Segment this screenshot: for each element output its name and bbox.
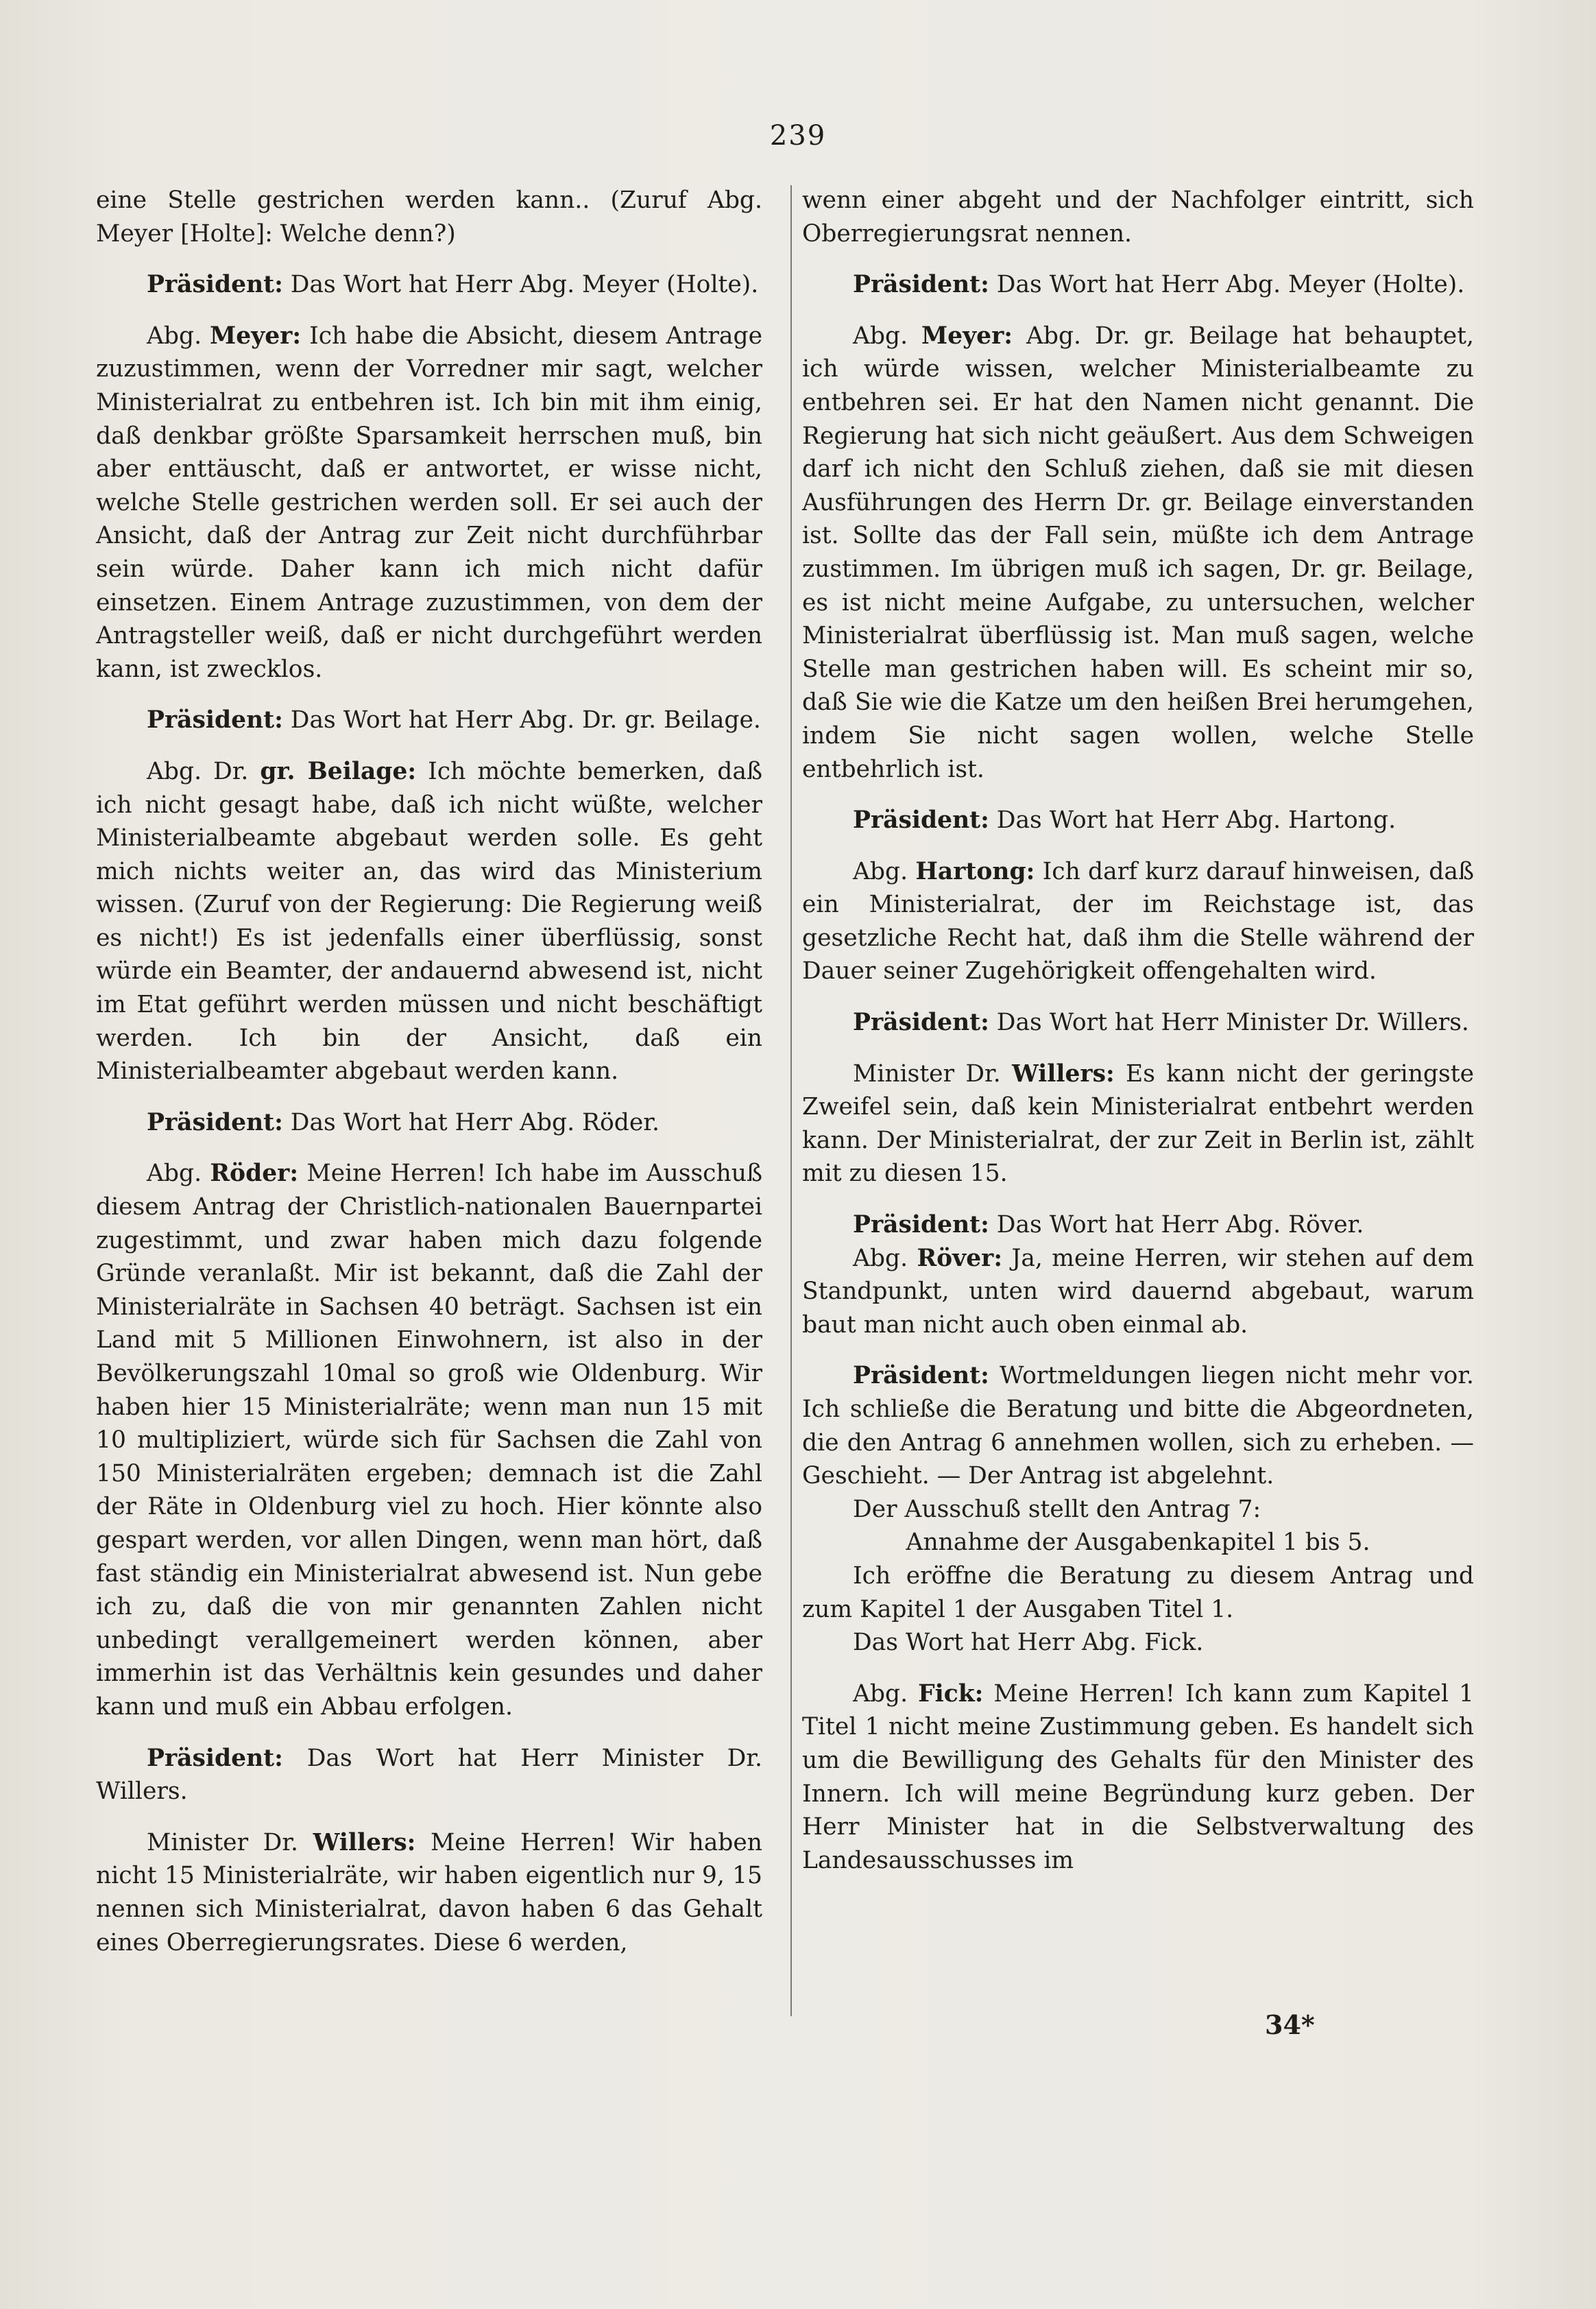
paragraph (802, 1493, 1474, 1527)
paragraph (802, 1559, 1474, 1626)
paragraph-text: Ich eröffne die Beratung zu diesem Antrag und zum Kapitel 1 der Ausgaben Titel 1. (802, 1562, 1474, 1623)
speaker-prefix: Abg. (853, 1244, 917, 1272)
speaker-name: Präsident: (853, 271, 989, 299)
speaker-prefix: Minister Dr. (853, 1060, 1013, 1088)
speaker-name: Präsident: (147, 1744, 283, 1772)
paragraph (96, 320, 762, 686)
paragraph-text: Ich möchte bemerken, daß ich nicht gesagt habe, daß ich nicht wüßte, welcher Ministerialbeamte abgebaut werden solle. Es geht mich nichts weiter an, das wird das Ministerium wissen. (Zuruf von der Regierung: Die Regierung weiß es nicht!) Es ist jedenfalls einer überflüssig, sonst würde ein Beamter, der andauernd abwesend ist, nicht im Etat geführt werden müssen und nicht beschäftigt werden. Ich bin der Ansicht, daß ein Ministerialbeamter abgebaut werden kann. (96, 757, 762, 1086)
signature-mark: 34* (1265, 2009, 1315, 2040)
paragraph-text: Das Wort hat Herr Abg. Hartong. (989, 806, 1396, 835)
paragraph (802, 268, 1474, 302)
paragraph-text: Das Wort hat Herr Minister Dr. Willers. (96, 1744, 762, 1806)
speaker-name: Röder: (210, 1160, 299, 1188)
speaker-name: Hartong: (915, 857, 1035, 885)
paragraph (96, 1106, 762, 1140)
speaker-name: Fick: (918, 1679, 984, 1708)
paragraph (802, 1242, 1474, 1342)
right-column (802, 184, 1474, 1877)
paragraph (802, 1359, 1474, 1492)
paragraph-text: Das Wort hat Herr Abg. Dr. gr. Beilage. (282, 706, 761, 734)
paragraph (802, 855, 1474, 988)
paragraph-text: Ich darf kurz darauf hinweisen, daß ein Ministerialrat, der im Reichstage ist, das gesetzliche Recht hat, daß ihm die Stelle während der Dauer seiner Zugehörigkeit offengehalten wird. (802, 857, 1474, 985)
paragraph-text: Abg. Dr. gr. Beilage hat behauptet, ich würde wissen, welcher Ministerialbeamte zu entbehren sei. Er hat den Namen nicht genannt. Die Regierung hat sich nicht geäußert. Aus dem Schweigen darf ich nicht den Schluß ziehen, daß sie mit diesen Ausführungen des Herrn Dr. gr. Beilage einverstanden ist. Sollte das der Fall sein, müßte ich dem Antrage zustimmen. Im übrigen muß ich sagen, Dr. gr. Beilage, es ist nicht meine Aufgabe, zu untersuchen, welcher Ministerialrat überflüssig ist. Man muß sagen, welche Stelle man gestrichen haben will. Es scheint mir so, daß Sie wie die Katze um den heißen Brei herumgehen, indem Sie nicht sagen wollen, welche Stelle entbehrlich ist. (802, 322, 1474, 783)
paragraph-text: Es kann nicht der geringste Zweifel sein, daß kein Ministerialrat entbehrt werden kann. Der Ministerialrat, der zur Zeit in Berlin ist, zählt mit zu diesen 15. (802, 1060, 1475, 1188)
speaker-name: Präsident: (853, 1211, 989, 1239)
paragraph (96, 755, 762, 1088)
paragraph-text: Meine Herren! Ich habe im Ausschuß diesem Antrag der Christlich-nationalen Bauernpartei zugestimmt, und zwar haben mich dazu folgende Gründe veranlaßt. Mir ist bekannt, daß die Zahl der Ministerialräte in Sachsen 40 beträgt. Sachsen ist ein Land mit 5 Millionen Einwohnern, ist also in der Bevölkerungszahl 10mal so groß wie Oldenburg. Wir haben hier 15 Ministerialräte; wenn man nun 15 mit 10 multipliziert, würde sich für Sachsen die Zahl von 150 Ministerialräten ergeben; demnach ist die Zahl der Räte in Oldenburg viel zu hoch. Hier könnte also gespart werden, vor allen Dingen, wenn man hört, daß fast ständig ein Ministerialrat abwesend ist. Nun gebe ich zu, daß die von mir genannten Zahlen nicht unbedingt verallgemeinert werden können, aber immerhin ist das Verhältnis kein gesundes und daher kann und muß ein Abbau erfolgen. (96, 1160, 762, 1721)
paragraph (802, 1057, 1474, 1191)
paragraph-text: Ich habe die Absicht, diesem Antrage zuzustimmen, wenn der Vorredner mir sagt, welcher Ministerialrat zu entbehren ist. Ich bin mit ihm einig, daß denkbar größte Sparsamkeit herrschen muß, bin aber enttäuscht, daß er antwortet, er wisse nicht, welche Stelle gestrichen werden soll. Er sei auch der Ansicht, daß der Antrag zur Zeit nicht durchführbar sein würde. Daher kann ich mich nicht dafür einsetzen. Einem Antrage zuzustimmen, von dem der Antragsteller weiß, daß er nicht durchgeführt werden kann, ist zwecklos. (96, 322, 762, 683)
paragraph (802, 1526, 1474, 1559)
paragraph-text: wenn einer abgeht und der Nachfolger eintritt, sich Oberregierungsrat nennen. (802, 187, 1474, 248)
speaker-name: Willers: (313, 1828, 416, 1856)
speaker-name: Präsident: (853, 806, 989, 835)
speaker-name: Meyer: (210, 322, 302, 350)
speaker-prefix: Abg. (147, 322, 210, 350)
left-column (96, 184, 762, 1959)
paragraph-text: Der Ausschuß stellt den Antrag 7: (853, 1495, 1261, 1523)
speaker-prefix: Abg. (147, 1160, 210, 1188)
paragraph-text: eine Stelle gestrichen werden kann.. (Zuruf Abg. Meyer [Holte]: Welche denn?) (96, 187, 762, 248)
paragraph (802, 1626, 1474, 1660)
paragraph-text: Das Wort hat Herr Abg. Röder. (282, 1108, 660, 1136)
speaker-prefix: Minister Dr. (147, 1828, 313, 1856)
paragraph (802, 184, 1474, 250)
paragraph (802, 1006, 1474, 1040)
speaker-name: Willers: (1012, 1060, 1115, 1088)
speaker-prefix: Abg. Dr. (147, 757, 261, 785)
paragraph-text: Meine Herren! Wir haben nicht 15 Ministerialräte, wir haben eigentlich nur 9, 15 nennen sich Ministerialrat, davon haben 6 das Gehalt eines Oberregierungsrates. Diese 6 werden, (96, 1828, 763, 1957)
speaker-name: gr. Beilage: (260, 757, 417, 785)
paragraph-text: Das Wort hat Herr Abg. Röver. (989, 1211, 1364, 1239)
paragraph-text: Ja, meine Herren, wir stehen auf dem Standpunkt, unten wird dauernd abgebaut, warum baut man nicht auch oben einmal ab. (802, 1244, 1474, 1339)
speaker-name: Präsident: (147, 1108, 283, 1136)
paragraph (96, 184, 762, 250)
speaker-prefix: Abg. (853, 1679, 919, 1708)
paragraph (96, 1742, 762, 1808)
paragraph-text: Das Wort hat Herr Abg. Fick. (853, 1629, 1204, 1657)
paragraph-text: Meine Herren! Ich kann zum Kapitel 1 Titel 1 nicht meine Zustimmung geben. Es handelt sich um die Bewilligung des Gehalts für den Minister des Innern. Ich will meine Begründung kurz geben. Der Herr Minister hat in die Selbstverwaltung des Landesausschusses im (802, 1679, 1474, 1874)
speaker-name: Meyer: (921, 322, 1013, 350)
paragraph-text: Das Wort hat Herr Abg. Meyer (Holte). (989, 271, 1465, 299)
paragraph-text: Wortmeldungen liegen nicht mehr vor. Ich schließe die Beratung und bitte die Abgeordneten, die den Antrag 6 annehmen wollen, sich zu erheben. — Geschieht. — Der Antrag ist abgelehnt. (802, 1362, 1474, 1490)
paragraph-text: Das Wort hat Herr Minister Dr. Willers. (989, 1009, 1469, 1037)
paragraph (96, 704, 762, 737)
paragraph (802, 804, 1474, 837)
paragraph (96, 1826, 762, 1959)
speaker-prefix: Abg. (853, 322, 921, 350)
paragraph-text: Das Wort hat Herr Abg. Meyer (Holte). (282, 271, 759, 299)
paragraph (96, 268, 762, 302)
speaker-name: Röver: (917, 1244, 1003, 1272)
column-divider (790, 185, 792, 2016)
paragraph (802, 1208, 1474, 1242)
paragraph (802, 1677, 1474, 1878)
paragraph (96, 1157, 762, 1723)
paragraph (802, 320, 1474, 786)
speaker-prefix: Abg. (853, 857, 916, 885)
paragraph-text: Annahme der Ausgabenkapitel 1 bis 5. (906, 1529, 1370, 1557)
page-number: 239 (769, 120, 827, 152)
speaker-name: Präsident: (147, 271, 283, 299)
speaker-name: Präsident: (853, 1009, 989, 1037)
speaker-name: Präsident: (853, 1362, 989, 1390)
speaker-name: Präsident: (147, 706, 283, 734)
